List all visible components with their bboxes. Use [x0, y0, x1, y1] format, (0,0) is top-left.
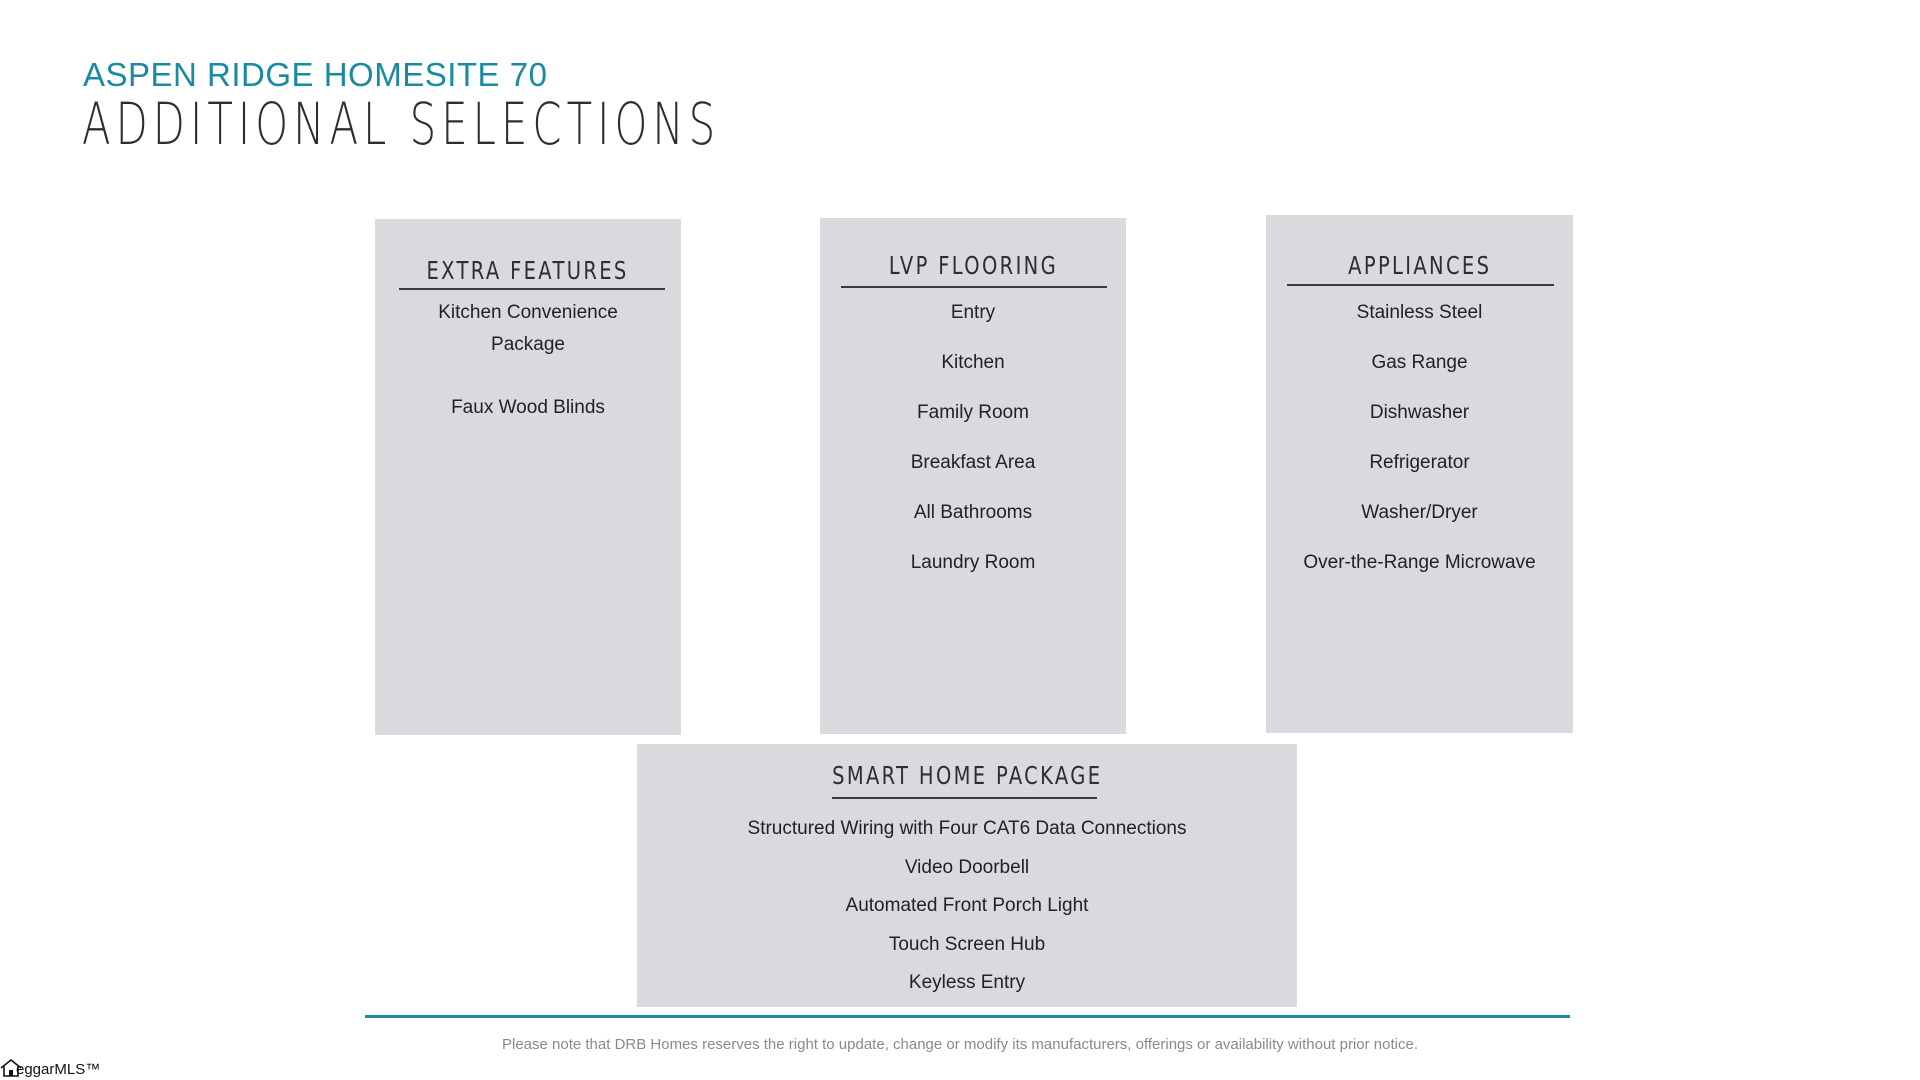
- list-item: Entry: [950, 302, 996, 323]
- list-item: Kitchen: [941, 352, 1005, 373]
- page-subtitle: ASPEN RIDGE HOMESITE 70: [83, 56, 548, 93]
- card-heading: SMART HOME PACKAGE: [831, 761, 1103, 790]
- list-item: Video Doorbell: [904, 857, 1030, 878]
- list-item: Kitchen Convenience: [438, 302, 618, 323]
- card-heading: EXTRA FEATURES: [426, 256, 630, 285]
- card-divider: [841, 286, 1107, 288]
- list-item: Family Room: [917, 402, 1029, 423]
- lvp-flooring-card: [820, 218, 1126, 734]
- page-title: ADDITIONAL SELECTIONS: [82, 90, 721, 158]
- list-item: Refrigerator: [1369, 452, 1470, 473]
- card-divider: [399, 288, 665, 290]
- list-item: Touch Screen Hub: [888, 934, 1046, 955]
- card-heading: APPLIANCES: [1347, 251, 1492, 280]
- footer-divider: [365, 1015, 1570, 1018]
- list-item: Over-the-Range Microwave: [1303, 552, 1536, 573]
- list-item: Keyless Entry: [908, 972, 1026, 993]
- list-item: Stainless Steel: [1356, 302, 1483, 323]
- card-divider: [832, 797, 1097, 799]
- list-item: Structured Wiring with Four CAT6 Data Connections: [747, 818, 1187, 839]
- list-item: Washer/Dryer: [1361, 502, 1478, 523]
- list-item: Automated Front Porch Light: [845, 895, 1089, 916]
- smart-home-package-card: [637, 744, 1297, 1007]
- card-divider: [1287, 284, 1554, 286]
- logo-text: eggarMLS™: [16, 1061, 101, 1078]
- list-item: Breakfast Area: [910, 452, 1036, 473]
- card-heading: LVP FLOORING: [888, 251, 1058, 280]
- extra-features-card: [375, 219, 681, 735]
- list-item: All Bathrooms: [913, 502, 1033, 523]
- appliances-card: [1266, 215, 1573, 733]
- list-item: Faux Wood Blinds: [451, 397, 605, 418]
- list-item: Laundry Room: [910, 552, 1036, 573]
- list-item: Package: [491, 334, 565, 355]
- disclaimer-text: Please note that DRB Homes reserves the right to update, change or modify its manufacturers, offerings or availability without prior notice.: [501, 1036, 1418, 1053]
- mls-logo: [0, 1058, 100, 1078]
- list-item: Dishwasher: [1369, 402, 1470, 423]
- list-item: Gas Range: [1371, 352, 1468, 373]
